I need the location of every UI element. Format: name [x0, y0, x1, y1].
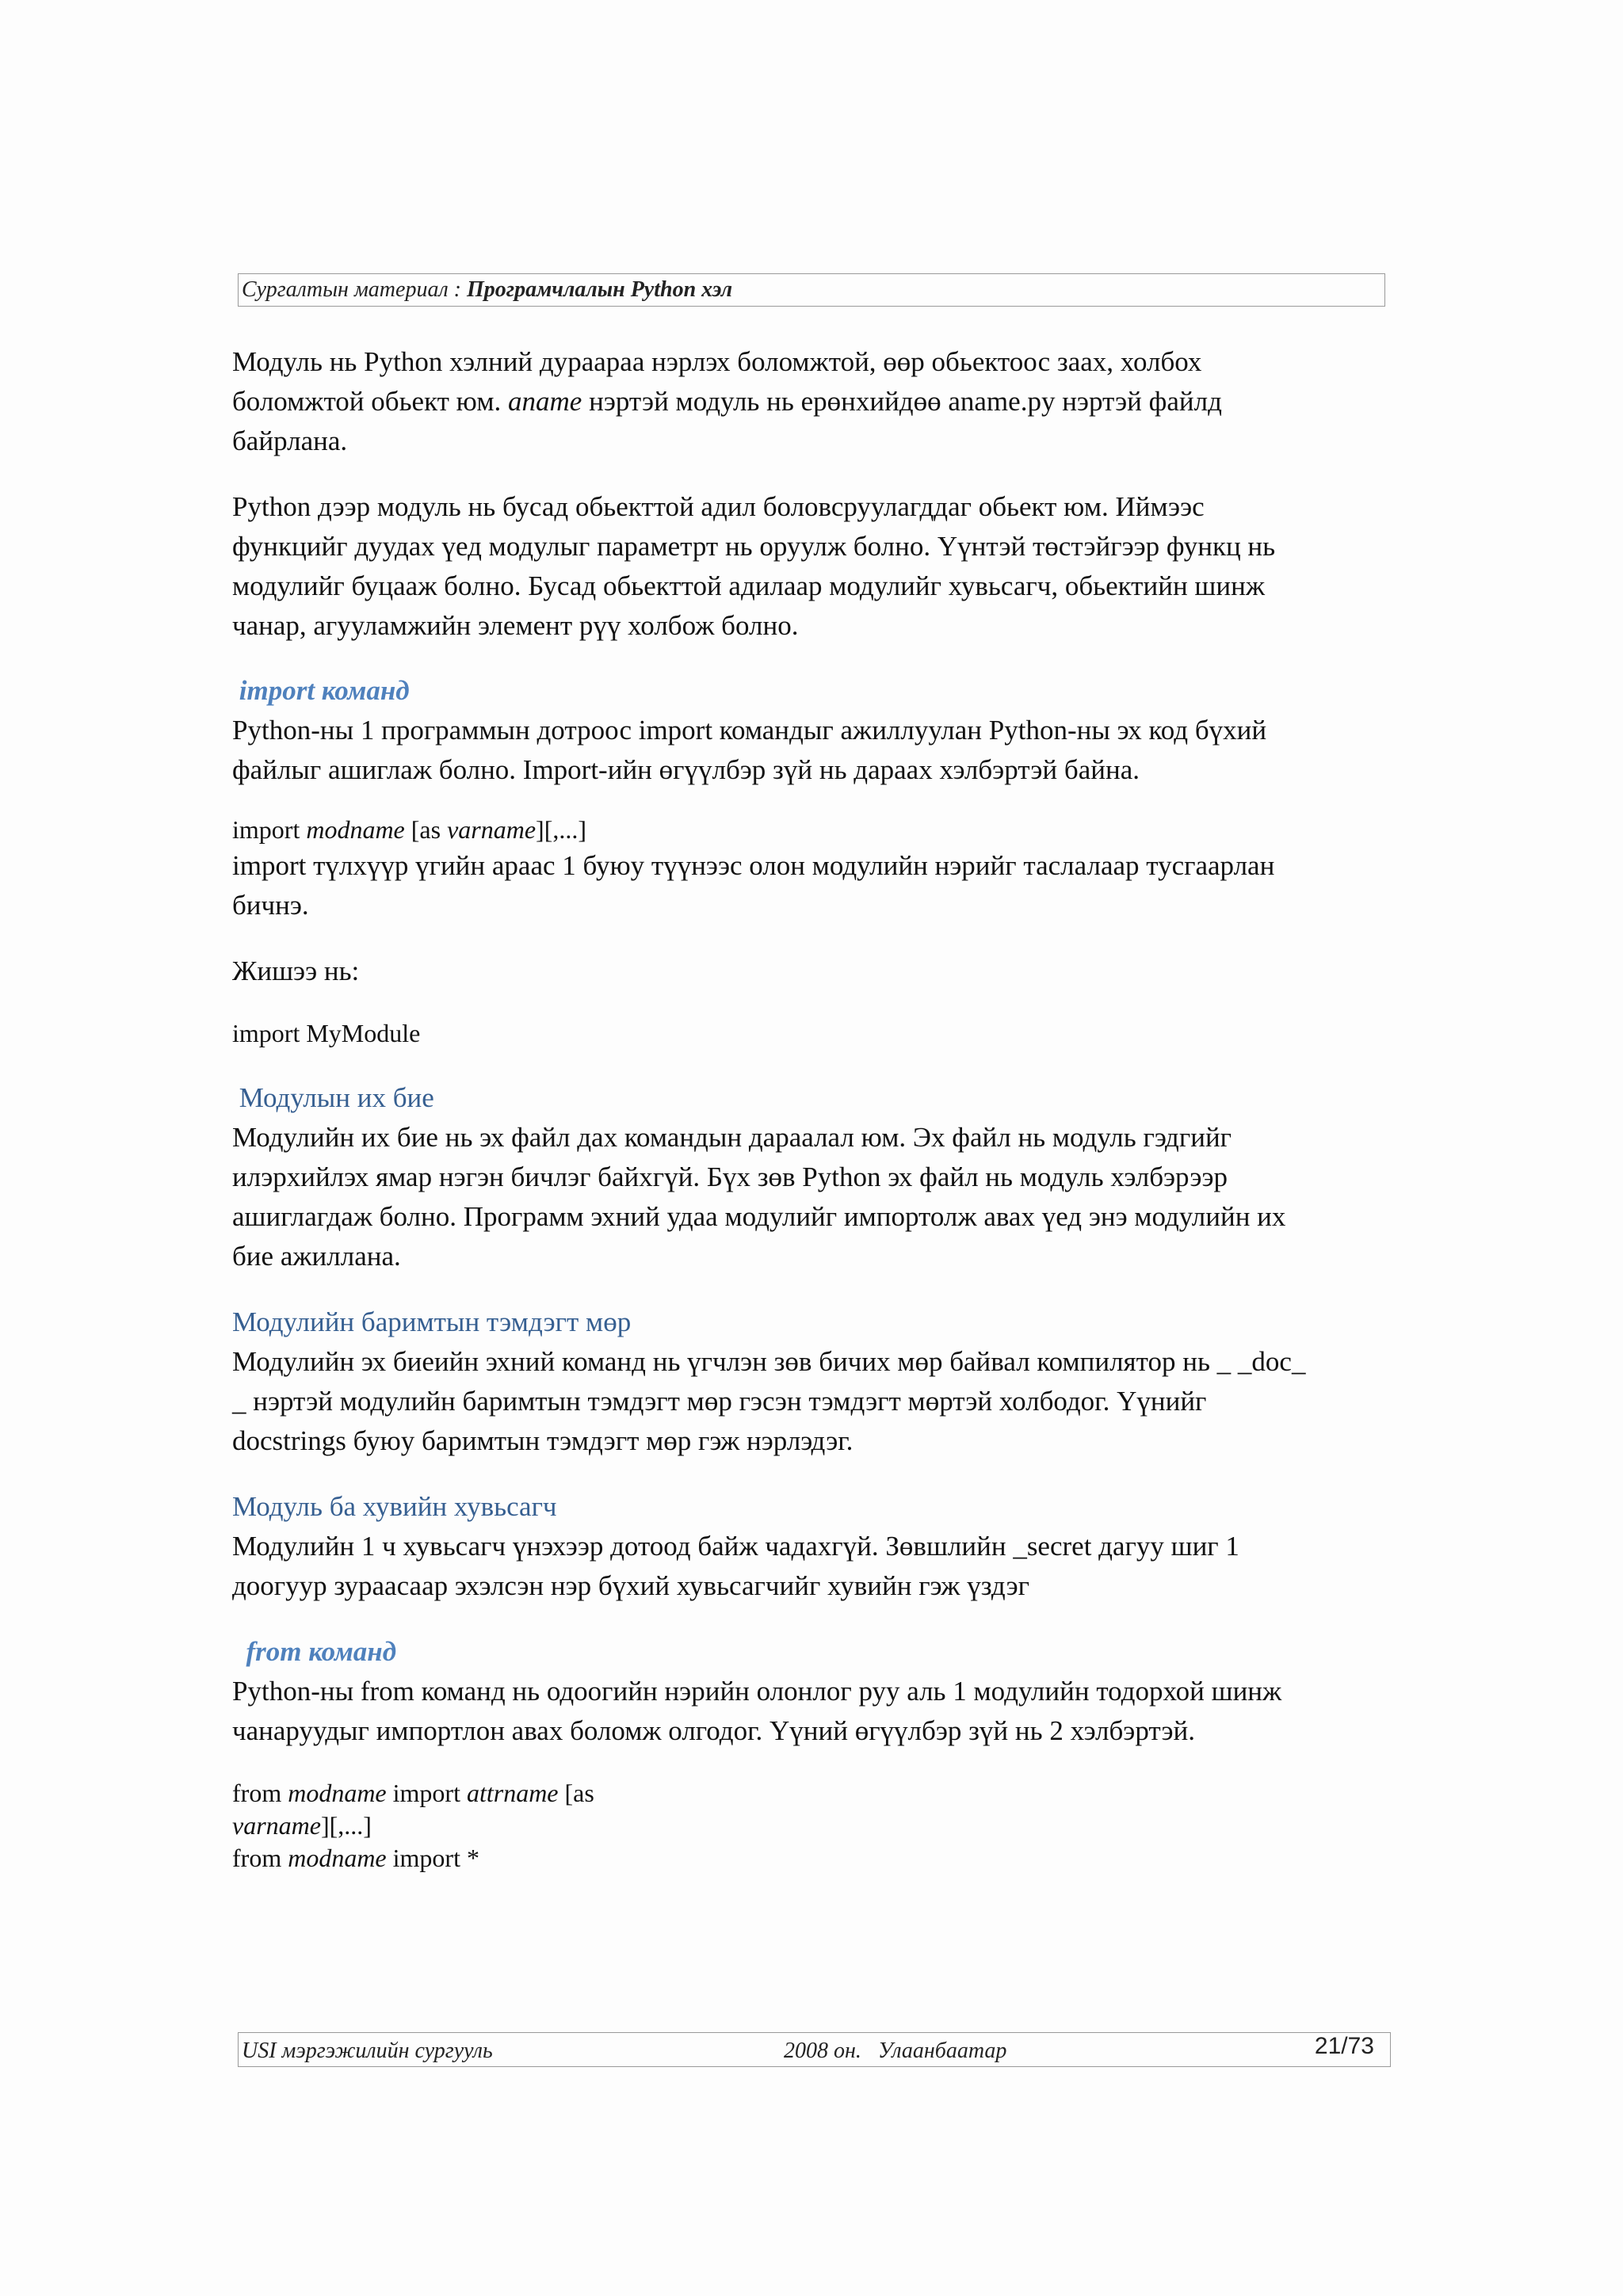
- module-body-heading: Модулын их бие: [232, 1082, 434, 1113]
- text-line: чанар, агууламжийн элемент рүү холбож болно.: [232, 610, 799, 641]
- text-line: файлыг ашиглаж болно. Import-ийн өгүүлбэр зүй нь дараах хэлбэртэй байна.: [232, 754, 1140, 785]
- example-label: Жишээ нь:: [232, 955, 360, 986]
- import-syntax-block: [232, 814, 1397, 925]
- text-line: модулийг буцааж болно. Бусад обьекттой адилаар модулийг хувьсагч, обьектийн шинж: [232, 570, 1266, 601]
- paragraph-2: [232, 487, 1397, 646]
- text-line: import түлхүүр үгийн араас 1 буюу түүнээс олон модулийн нэрийг таслалаар тусгаарлан: [232, 850, 1275, 881]
- example-code: import MyModule: [232, 1019, 421, 1047]
- from-syntax-line: from modname import *: [232, 1844, 479, 1872]
- text-line: Модуль нь Python хэлний дураараа нэрлэх боломжтой, өөр обьектоос заах, холбох: [232, 346, 1202, 377]
- text-line: байрлана.: [232, 425, 348, 456]
- text-line: доогуур зураасаар эхэлсэн нэр бүхий хувьсагчийг хувийн гэж үздэг: [232, 1570, 1029, 1601]
- text-line: Модулийн их бие нь эх файл дах командын дараалал юм. Эх файл нь модуль гэдгийг: [232, 1122, 1232, 1153]
- page-footer: [238, 2032, 1391, 2067]
- module-body-section: [232, 1078, 1397, 1276]
- page-header: [238, 273, 1385, 307]
- from-syntax-line: from modname import attrname [as: [232, 1779, 594, 1807]
- text-line: _ нэртэй модулийн баримтын тэмдэгт мөр гэсэн тэмдэгт мөртэй холбодог. Үүнийг: [232, 1386, 1207, 1417]
- from-syntax-block: [232, 1777, 1397, 1875]
- header-title: Програмчлалын Python хэл: [467, 277, 733, 302]
- text-line: Модулийн 1 ч хувьсагч үнэхээр дотоод байж чадахгүй. Зөвшлийн _secret дагуу шиг 1: [232, 1531, 1239, 1562]
- text-line: илэрхийлэх ямар нэгэн бичлэг байхгүй. Бүх зөв Python эх файл нь модуль хэлбэрээр: [232, 1161, 1228, 1192]
- text-line: бичнэ.: [232, 890, 309, 921]
- docstring-section: [232, 1302, 1397, 1461]
- import-syntax: import modname [as varname][,...]: [232, 815, 586, 844]
- text-line: ашиглагдаж болно. Программ эхний удаа модулийг импортолж авах үед энэ модулийн их: [232, 1201, 1286, 1232]
- from-section: [232, 1632, 1397, 1751]
- footer-year-city: 2008 он. Улаанбаатар: [784, 2039, 1007, 2063]
- from-heading: from команд: [232, 1636, 397, 1667]
- text-line: docstrings буюу баримтын тэмдэгт мөр гэж нэрлэдэг.: [232, 1425, 854, 1456]
- text-line: Python дээр модуль нь бусад обьекттой адил боловсруулагддаг обьект юм. Иймээс: [232, 491, 1205, 522]
- private-variable-heading: Модуль ба хувийн хувьсагч: [232, 1491, 557, 1522]
- text-line: Python-ны from команд нь одоогийн нэрийн олонлог руу аль 1 модулийн тодорхой шинж: [232, 1676, 1282, 1707]
- import-heading: import команд: [232, 675, 410, 706]
- text-line: боломжтой обьект юм. aname нэртэй модуль нь ерөнхийдөө aname.py нэртэй файлд: [232, 386, 1222, 417]
- from-syntax-line: varname][,...]: [232, 1811, 372, 1840]
- footer-school: USI мэргэжилийн сургууль: [242, 2039, 493, 2063]
- private-variable-section: [232, 1487, 1397, 1606]
- text-line: функцийг дуудах үед модулыг параметрт нь оруулж болно. Үүнтэй төстэйгээр функц нь: [232, 531, 1276, 562]
- import-section: [232, 671, 1397, 790]
- text-line: бие ажиллана.: [232, 1241, 401, 1272]
- text-line: Python-ны 1 программын дотроос import командыг ажиллуулан Python-ны эх код бүхий: [232, 715, 1267, 746]
- document-body: [232, 342, 1397, 1875]
- docstring-heading: Модулийн баримтын тэмдэгт мөр: [232, 1306, 632, 1337]
- intro-paragraph: [232, 342, 1397, 461]
- header-prefix: Сургалтын материал :: [242, 277, 467, 302]
- text-line: чанаруудыг импортлон авах боломж олгодог. Үүний өгүүлбэр зүй нь 2 хэлбэртэй.: [232, 1715, 1196, 1746]
- page-number: 21/73: [1314, 2033, 1374, 2059]
- text-line: Модулийн эх биеийн эхний команд нь үгчлэн зөв бичих мөр байвал компилятор нь _ _doc_: [232, 1346, 1306, 1377]
